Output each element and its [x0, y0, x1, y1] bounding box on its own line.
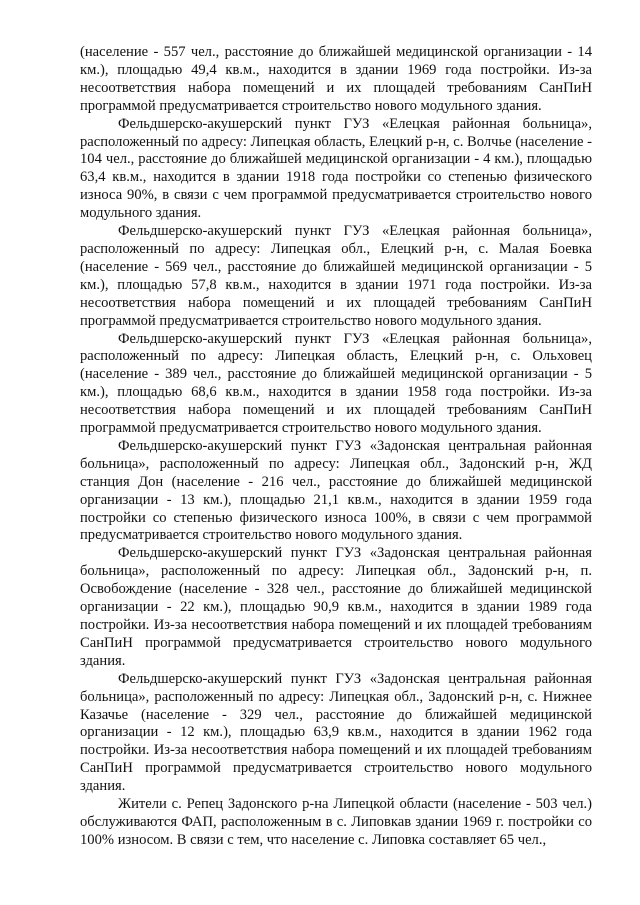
paragraph-olkhovets: Фельдшерско-акушерский пункт ГУЗ «Елецкая районная больница», расположенный по адресу: Липецкая область, Елецкий р-н, с. Ольховец (население - 389 чел., расстояние до ближайшей медицинской организации - 5 км.), площадью 68,6 кв.м., находится в здании 1958 года постройки. Из-за несоответствия набора помещений и их площадей требованиям СанПиН программой предусматривается строительство нового модульного здания. [80, 330, 592, 437]
paragraph-malaya-boevka: Фельдшерско-акушерский пункт ГУЗ «Елецкая районная больница», расположенный по адресу: Липецкая обл., Елецкий р-н, с. Малая Боевка (население - 569 чел., расстояние до ближайшей медицинской организации - 5 км.), площадью 57,8 кв.м., находится в здании 1971 года постройки. Из-за несоответствия набора помещений и их площадей требованиям СанПиН программой предусматривается строительство нового модульного здания. [80, 223, 592, 329]
paragraph-repets: Жители с. Репец Задонского р-на Липецкой области (население - 503 чел.) обслуживаются ФАП, расположенным в с. Липовкав здании 1969 г. постройки со 100% износом. В связи с тем, что население с. Липовка составляет 65 чел., [80, 796, 592, 848]
paragraph-don-station: Фельдшерско-акушерский пункт ГУЗ «Задонская центральная районная больница», расположенный по адресу: Липецкая обл., Задонский р-н, ЖД станция Дон (население - 216 чел., расстояние до ближайшей медицинской организации - 13 км.), площадью 21,1 кв.м., находится в здании 1959 года постройки со степенью физического износа 100%, в связи с чем программой предусматривается строительство нового модульного здания. [80, 437, 592, 544]
paragraph-continuation: (население - 557 чел., расстояние до ближайшей медицинской организации - 14 км.), площадью 49,4 кв.м., находится в здании 1969 года постройки. Из-за несоответствия набора помещений и их площадей требованиям СанПиН программой предусматривается строительство нового модульного здания. [80, 44, 592, 114]
paragraph-volchye: Фельдшерско-акушерский пункт ГУЗ «Елецкая районная больница», расположенный по адресу: Липецкая область, Елецкий р-н, с. Волчье (население - 104 чел., расстояние до ближайшей медицинской организации - 4 км.), площадью 63,4 кв.м., находится в здании 1918 года постройки со степенью физического износа 90%, в связи с чем программой предусматривается строительство нового модульного здания. [80, 115, 592, 222]
paragraph-nizhnee-kazachye: Фельдшерско-акушерский пункт ГУЗ «Задонская центральная районная больница», расположенный по адресу: Липецкая обл., Задонский р-н, с. Нижнее Казачье (население - 329 чел., расстояние до ближайшей медицинской организации - 12 км.), площадью 63,9 кв.м., находится в здании 1962 года постройки. Из-за несоответствия набора помещений и их площадей требованиям СанПиН программой предусматривается строительство нового модульного здания. [80, 670, 592, 795]
paragraph-osvobozhdenie: Фельдшерско-акушерский пункт ГУЗ «Задонская центральная районная больница», расположенный по адресу: Липецкая обл., Задонский р-н, п. Освобождение (население - 328 чел., расстояние до ближайшей медицинской организации - 22 км.), площадью 90,9 кв.м., находится в здании 1989 года постройки. Из-за несоответствия набора помещений и их площадей требованиям СанПиН программой предусматривается строительство нового модульного здания. [80, 545, 592, 669]
document-page [80, 44, 592, 850]
